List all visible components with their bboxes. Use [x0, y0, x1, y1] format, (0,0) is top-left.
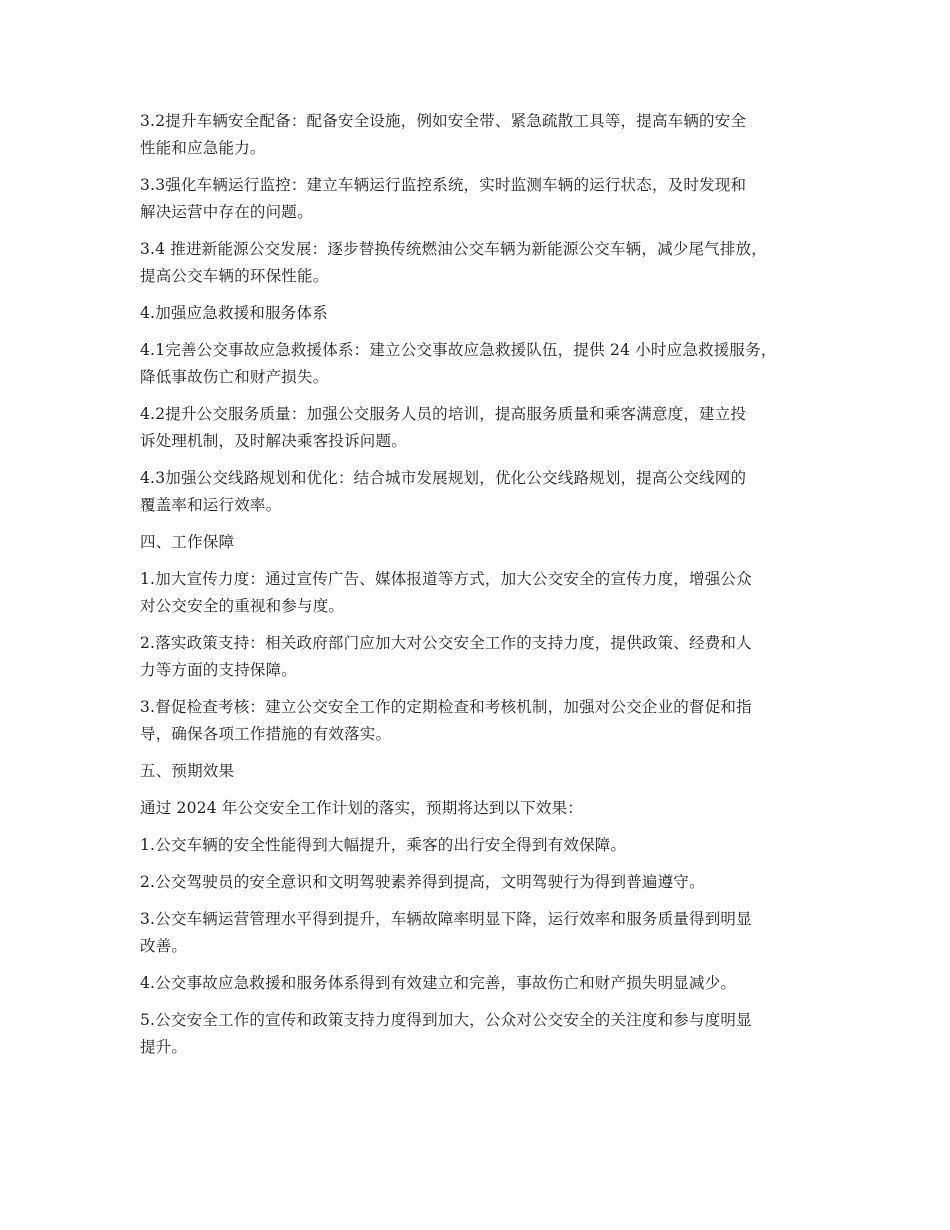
paragraph-line: 2.落实政策支持：相关政府部门应加大对公交安全工作的支持力度，提供政策、经费和人 — [140, 634, 752, 652]
paragraph-line: 对公交安全的重视和参与度。 — [140, 597, 345, 615]
paragraph-line: 3.4 推进新能源公交发展：逐步替换传统燃油公交车辆为新能源公交车辆，减少尾气排放， — [140, 240, 767, 258]
heading-line: 五、预期效果 — [140, 762, 235, 780]
paragraph-3-3 — [140, 172, 820, 226]
paragraph-effect-5 — [140, 1007, 820, 1061]
paragraph-line: 性能和应急能力。 — [140, 139, 266, 157]
paragraph-4-2 — [140, 401, 820, 455]
paragraph-line: 4.1完善公交事故应急救援体系：建立公交事故应急救援队伍，提供 24 小时应急救援服务， — [140, 341, 777, 359]
paragraph-line: 4.3加强公交线路规划和优化：结合城市发展规划，优化公交线路规划，提高公交线网的 — [140, 469, 747, 487]
section-heading-work-guarantee — [140, 529, 820, 556]
paragraph-line: 3.3强化车辆运行监控：建立车辆运行监控系统，实时监测车辆的运行状态，及时发现和 — [140, 176, 747, 194]
paragraph-line: 3.督促检查考核：建立公交安全工作的定期检查和考核机制，加强对公交企业的督促和指 — [140, 698, 752, 716]
paragraph-line: 解决运营中存在的问题。 — [140, 203, 313, 221]
paragraph-3-2 — [140, 108, 820, 162]
paragraph-guarantee-1 — [140, 566, 820, 620]
paragraph-line: 力等方面的支持保障。 — [140, 661, 298, 679]
paragraph-line: 5.公交安全工作的宣传和政策支持力度得到加大，公众对公交安全的关注度和参与度明显 — [140, 1011, 752, 1029]
paragraph-4-3 — [140, 465, 820, 519]
paragraph-effect-1 — [140, 832, 820, 859]
paragraph-line: 4.2提升公交服务质量：加强公交服务人员的培训，提高服务质量和乘客满意度，建立投 — [140, 405, 747, 423]
paragraph-line: 降低事故伤亡和财产损失。 — [140, 368, 329, 386]
section-heading-4 — [140, 300, 820, 327]
document-body — [140, 108, 820, 1071]
paragraph-line: 1.加大宣传力度：通过宣传广告、媒体报道等方式，加大公交安全的宣传力度，增强公众 — [140, 570, 752, 588]
heading-line: 四、工作保障 — [140, 533, 235, 551]
heading-line: 4.加强应急救援和服务体系 — [140, 304, 328, 322]
paragraph-effect-3 — [140, 906, 820, 960]
paragraph-effect-2 — [140, 869, 820, 896]
paragraph-line: 改善。 — [140, 937, 188, 955]
paragraph-line: 3.公交车辆运营管理水平得到提升，车辆故障率明显下降，运行效率和服务质量得到明显 — [140, 910, 752, 928]
paragraph-line: 3.2提升车辆安全配备：配备安全设施，例如安全带、紧急疏散工具等，提高车辆的安全 — [140, 112, 747, 130]
paragraph-line: 1.公交车辆的安全性能得到大幅提升，乘客的出行安全得到有效保障。 — [140, 836, 627, 854]
paragraph-3-4 — [140, 236, 820, 290]
paragraph-line: 覆盖率和运行效率。 — [140, 496, 282, 514]
section-heading-expected-effects — [140, 758, 820, 785]
paragraph-line: 4.公交事故应急救援和服务体系得到有效建立和完善，事故伤亡和财产损失明显减少。 — [140, 974, 737, 992]
paragraph-line: 诉处理机制，及时解决乘客投诉问题。 — [140, 432, 407, 450]
paragraph-guarantee-2 — [140, 630, 820, 684]
paragraph-effects-intro — [140, 795, 820, 822]
paragraph-line: 2.公交驾驶员的安全意识和文明驾驶素养得到提高，文明驾驶行为得到普遍遵守。 — [140, 873, 705, 891]
paragraph-line: 通过 2024 年公交安全工作计划的落实，预期将达到以下效果： — [140, 799, 584, 817]
paragraph-effect-4 — [140, 970, 820, 997]
paragraph-4-1 — [140, 337, 820, 391]
paragraph-line: 提升。 — [140, 1038, 188, 1056]
paragraph-line: 提高公交车辆的环保性能。 — [140, 267, 329, 285]
paragraph-line: 导，确保各项工作措施的有效落实。 — [140, 725, 392, 743]
paragraph-guarantee-3 — [140, 694, 820, 748]
